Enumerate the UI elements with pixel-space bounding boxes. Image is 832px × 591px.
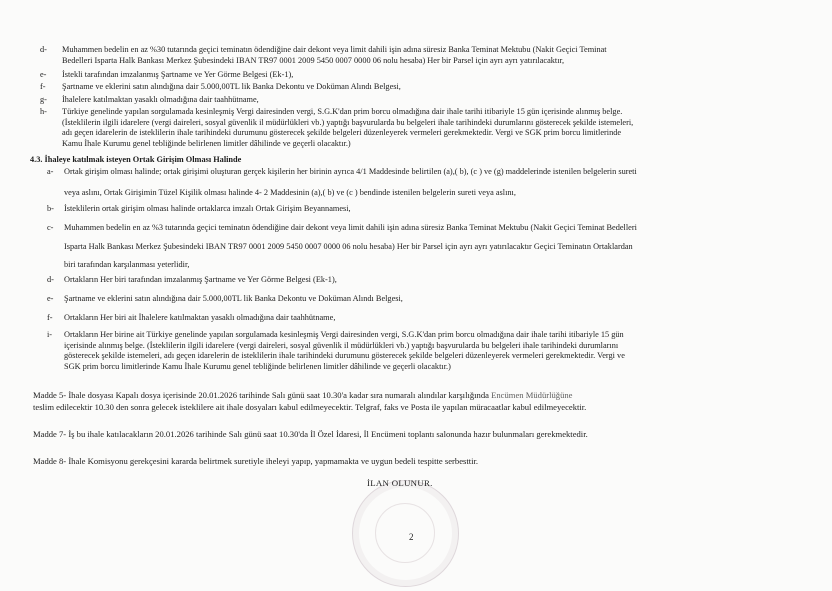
item-line: veya aslını, Ortak Girişimin Tüzel Kişilik olması halinde 4- 2 Maddesinin (a),( b) ve (c ) bendinde istenilen belgelerin sureti veya aslını,: [64, 187, 516, 197]
item-label: b-: [47, 204, 54, 213]
madde-5-line-2: teslim edilecektir 10.30 den sonra gelecek isteklilere ait ihale dosyaları kabul edilmeyecektir. Telgraf, faks ve Posta ile yapılan müracaatlar kabul edilmeyecektir.: [33, 402, 587, 412]
official-seal-stamp: [352, 480, 459, 587]
item-line: (İsteklilerin ilgili idarelere (vergi daireleri, sosyal güvenlik il müdürlükleri vb.) yaptığı başvurularda bu belgeleri ihale tarihindeki durumlarını gösterecek şekilde istemeleri,: [62, 117, 634, 127]
item-label: d-: [47, 275, 54, 284]
page-number: 2: [409, 532, 414, 542]
item-line: Ortak girişim olması halinde; ortak girişimi oluşturan gerçek kişilerin her birinin ayrıca 4/1 Maddesinde belirtilen (a),( b), (c ) ve (g) maddelerinde istenilen belgelerin sureti: [64, 167, 637, 176]
item-label: f-: [47, 313, 53, 322]
item-line: biri tarafından karşılanması yeterlidir,: [64, 260, 190, 270]
seal-inner-ring: [375, 503, 435, 563]
item-line: İhalelere katılmaktan yasaklı olmadığına dair taahhütname,: [62, 95, 259, 104]
item-line: Bedelleri Isparta Halk Bankası Merkez Şubesindeki IBAN TR97 0001 2009 5450 0007 0000 06 nolu hesaba) Her bir Parsel için ayrı ayrı yatırılacaktır,: [62, 55, 565, 65]
item-line: Şartname ve eklerini satın alındığına dair 5.000,00TL lik Banka Dekontu ve Doküman Alındı Belgesi,: [64, 294, 403, 303]
item-line: Ortakların Her biri tarafından imzalanmış Şartname ve Yer Görme Belgesi (Ek-1),: [64, 275, 337, 284]
item-line: Kamu İhale Kurumu genel tebliğinde belirlenen limitler dâhilinde ve geçerli olacaktır.): [62, 138, 351, 148]
item-line: Türkiye genelinde yapılan sorgulamada kesinleşmiş Vergi dairesinden vergi, S.G.K'dan prim borcu olmadığına dair ihale tarihi itibariyle 15 gün içerisinde alınmış belge.: [62, 107, 623, 116]
item-label: c-: [47, 223, 54, 232]
madde-5-line-1-end: Encümen Müdürlüğüne: [491, 390, 573, 400]
item-line: SGK prim borcu limitlerinde Kamu İhale Kurumu genel tebliğinde belirlenen limitler dâhilinde ve geçerli olacaktır.): [64, 361, 451, 371]
item-line: İstekli tarafından imzalanmış Şartname ve Yer Görme Belgesi (Ek-1),: [62, 70, 294, 79]
item-label: h-: [40, 107, 47, 116]
item-line: İsteklilerin ortak girişim olması halinde ortaklarca imzalı Ortak Girişim Beyannamesi,: [64, 204, 351, 213]
item-label: d-: [40, 45, 47, 54]
item-label: e-: [47, 294, 54, 303]
madde-5-line-1: Madde 5- İhale dosyası Kapalı dosya içerisinde 20.01.2026 tarihinde Salı günü saat 10.30'a kadar sıra numaralı alındılar karşılığında: [33, 390, 489, 400]
item-line: Isparta Halk Bankası Merkez Şubesindeki IBAN TR97 0001 2009 5450 0007 0000 06 nolu hesaba) Her bir Parsel için ayrı ayrı yatırılacaktır Geçici Teminatın Ortaklardan: [64, 241, 633, 251]
item-label: a-: [47, 167, 54, 176]
item-label: f-: [40, 82, 46, 91]
item-line: Muhammen bedelin en az %30 tutarında geçici teminatın ödendiğine dair dekont veya limit dahili işin adına süresiz Banka Teminat Mektubu (Nakit Geçici Teminat: [62, 45, 607, 54]
madde-8: Madde 8- İhale Komisyonu gerekçesini kararda belirtmek suretiyle iheleyi yapıp, yapmamakta ve uygun bedeli tespitte serbesttir.: [33, 456, 479, 466]
item-line: Muhammen bedelin en az %3 tutarında geçici teminatın ödendiğine dair dekont veya limit dahili işin adına süresiz Banka Teminat Mektubu (Nakit Geçici Teminat Bedelleri: [64, 223, 637, 232]
item-label: g-: [40, 95, 47, 104]
item-label: i-: [47, 330, 53, 339]
section-heading: 4.3. İhaleye katılmak isteyen Ortak Girişim Olması Halinde: [30, 155, 242, 164]
item-line: gösterecek şekilde istemeleri, adı geçen idarelerin de isteklilerin ihale tarihindeki durumunu gösterecek şekilde belgeleri düzenleyerek vermeleri gerekmektedir. Vergi ve: [64, 351, 625, 361]
item-line: içerisinde alınmış belge. (İsteklilerin ilgili idarelere (vergi daireleri, sosyal güvenlik il müdürlükleri vb.) yaptığı başvurularda bu belgeleri ihale tarihindeki durumlarını: [64, 340, 619, 350]
madde-5: [33, 389, 813, 413]
closing-statement: İLAN OLUNUR.: [367, 478, 433, 488]
item-label: e-: [40, 70, 47, 79]
item-line: Şartname ve eklerini satın alındığına dair 5.000,00TL lik Banka Dekontu ve Doküman Alındı Belgesi,: [62, 82, 401, 91]
item-line: adı geçen idarelerin de isteklilerin ihale tarihindeki durumunu gösterecek şekilde belgeleri düzenleyerek vermeleri gerekmektedir. Vergi ve SGK prim borcu limitlerinde: [62, 128, 622, 138]
madde-7: Madde 7- İş bu ihale katılacakların 20.01.2026 tarihinde Salı günü saat 10.30'da İl Özel İdaresi, İl Encümeni toplantı salonunda hazır bulunmaları gerekmektedir.: [33, 429, 588, 439]
item-line: Ortakların Her biri ait İhalelere katılmaktan yasaklı olmadığına dair taahhütname,: [64, 313, 336, 322]
item-line: Ortakların Her birine ait Türkiye genelinde yapılan sorgulamada kesinleşmiş Vergi dairesinden vergi, S.G.K'dan prim borcu olmadığına dair ihale tarihi itibariyle 15 gün: [64, 330, 624, 339]
